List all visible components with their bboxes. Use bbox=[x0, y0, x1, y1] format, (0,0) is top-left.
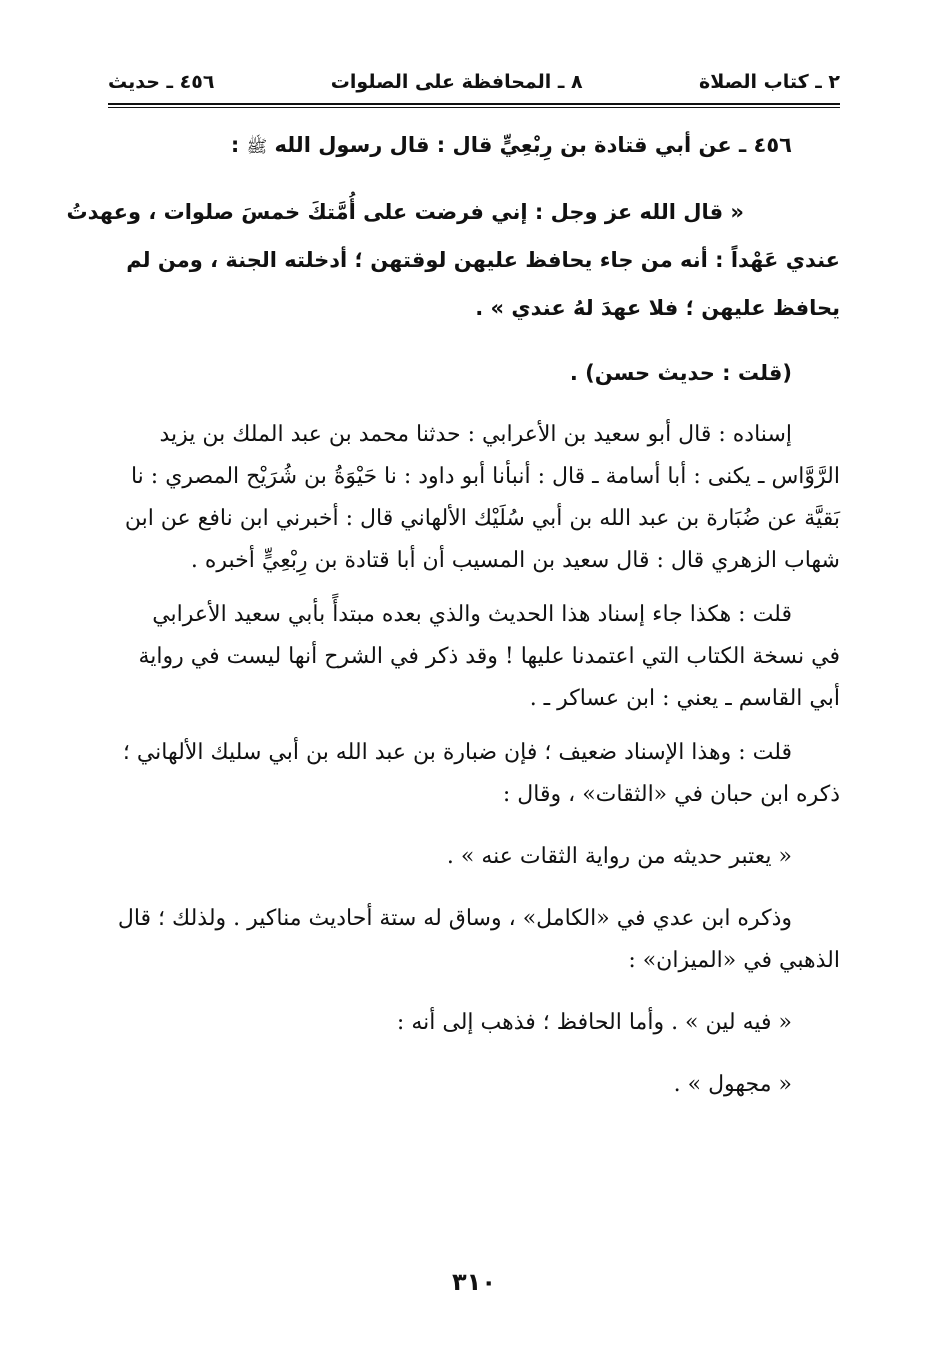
note-line: الذهبي في «الميزان» : bbox=[628, 948, 840, 973]
hadith-line: عندي عَهْداً : أنه من جاء يحافظ عليهن لوقتهن ؛ أدخلته الجنة ، ومن لم bbox=[126, 248, 840, 272]
hadith-heading-colon: : bbox=[230, 133, 247, 157]
quote-dhahabi: « فيه لين » . وأما الحافظ ؛ فذهب إلى أنه : bbox=[396, 1010, 792, 1035]
hadith-heading bbox=[108, 124, 840, 168]
hadith-line: يحافظ عليهن ؛ فلا عهدَ لهُ عندي » . bbox=[475, 296, 840, 320]
note-paragraph-2 bbox=[108, 732, 840, 816]
header-rule bbox=[108, 103, 840, 108]
isnad-line: الرَّوَّاس ـ يكنى : أبا أسامة ـ قال : أنبأنا أبو داود : نا حَيْوَةُ بن شُرَيْح المصري : نا bbox=[130, 464, 840, 489]
quote-ibn-hibban: « يعتبر حديثه من رواية الثقات عنه » . bbox=[446, 844, 792, 869]
isnad-line: بَقيَّة عن ضُبَارة بن عبد الله بن أبي سُلَيْك الألهاني قال : أخبرني ابن نافع عن ابن bbox=[124, 506, 840, 531]
isnad-line: إسناده : قال أبو سعيد بن الأعرابي : حدثنا محمد بن عبد الملك بن يزيد bbox=[159, 422, 792, 447]
quote-hafiz: « مجهول » . bbox=[673, 1072, 792, 1097]
isnad-line: شهاب الزهري قال : قال سعيد بن المسيب أن أبا قتادة بن رِبْعِيٍّ أخبره . bbox=[190, 548, 840, 573]
hadith-text bbox=[66, 188, 840, 332]
note-paragraph-1 bbox=[108, 594, 840, 720]
page-number: ٣١٠ bbox=[452, 1268, 496, 1296]
running-header bbox=[108, 62, 840, 102]
note-line: ذكره ابن حبان في «الثقات» ، وقال : bbox=[502, 782, 840, 807]
header-chapter-title: ٨ ـ المحافظة على الصلوات bbox=[330, 71, 583, 93]
page-body bbox=[66, 120, 840, 1106]
hadith-line: « قال الله عز وجل : إني فرضت على أُمَّتكَ خمسَ صلوات ، وعهدتُ bbox=[66, 200, 744, 224]
note-line: قلت : وهذا الإسناد ضعيف ؛ فإن ضبارة بن عبد الله بن أبي سليك الألهاني ؛ bbox=[122, 740, 792, 765]
note-line: أبي القاسم ـ يعني : ابن عساكر ـ . bbox=[529, 686, 840, 711]
salutation-glyph: ﷺ bbox=[246, 137, 268, 157]
note-line: في نسخة الكتاب التي اعتمدنا عليها ! وقد ذكر في الشرح أنها ليست في رواية bbox=[138, 644, 840, 669]
hadith-heading-text: ٤٥٦ ـ عن أبي قتادة بن رِبْعِيٍّ قال : قال رسول الله bbox=[274, 133, 792, 157]
hadith-grade: (قلت : حديث حسن) . bbox=[569, 361, 792, 385]
note-paragraph-3 bbox=[108, 898, 840, 982]
header-hadith-number: ٤٥٦ ـ حديث bbox=[108, 71, 215, 93]
header-book-title: ٢ ـ كتاب الصلاة bbox=[699, 71, 840, 93]
note-line: قلت : هكذا جاء إسناد هذا الحديث والذي بعده مبتدأً بأبي سعيد الأعرابي bbox=[152, 602, 792, 627]
isnad-paragraph bbox=[108, 414, 840, 582]
note-line: وذكره ابن عدي في «الكامل» ، وساق له ستة أحاديث مناكير . ولذلك ؛ قال bbox=[117, 906, 792, 931]
